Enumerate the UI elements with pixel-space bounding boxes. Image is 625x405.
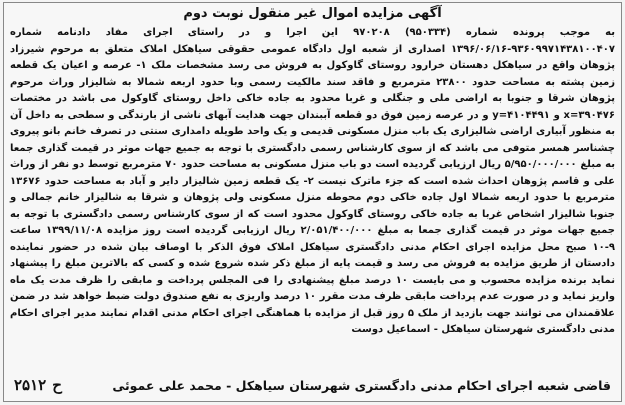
code-prefix: ح	[52, 376, 62, 394]
signer-line: قاضی شعبه اجرای احکام مدنی دادگستری شهرستان سیاهکل - محمد علی عموئی	[112, 377, 611, 393]
notice-title: آگهی مزایده اموال غیر منقول نوبت دوم	[183, 6, 442, 21]
notice-code	[14, 376, 62, 394]
auction-notice	[3, 2, 622, 402]
notice-body: به موجب پرونده شماره (۹۵۰۳۳۴) ۹۷۰۲۰۸ این اجرا و در راستای اجرای مفاد دادنامه شماره ۹۳۶۰۹۹۷۱۴۳۸۱۰۰۴۰۷-۱۳۹۶/۰۶/۱۶ اصداری از شعبه اول دادگاه عمومی حقوقی سیاهکل املاک متعلق به مرحوم شیرزاد پژوهان واقع در سیاهکل دهستان خرارود روستای گاوکول به فروش می رسد مشخصات ملک ۱- عرصه و اعیان یک قطعه زمین پشته به مساحت حدود ۲۳۸۰۰ مترمربع و فاقد سند مالکیت رسمی وبا حدود اربعه شمالا به شالیزار وراث مرحوم پژوهان شرقا و جنوبا به اراضی ملی و جنگلی و غربا محدود به جاده خاکی داخل روستای گاوکول می باشد در مختصات x=۳۹۰۴۷۶ و y=۴۱۰۴۴۹۱ و در عرصه زمین فوق دو قطعه آببندان جهت هدایت آبهای ناشی از بارندگی و سطحی به داخل آن به منظور آبیاری اراضی شالیزاری یک باب منزل مسکونی قدیمی و یک واحد طویله دامداری سنتی در تصرف خانم بانو پیروی چشناسر همسر متوفی می باشد که از سوی کارشناس رسمی دادگستری با توجه به جمیع جهات موثر در قیمت گذاری جمعا به مبلغ ۵/۹۵۰/۰۰۰/۰۰۰ ریال ارزیابی گردیده است دو باب منزل مسکونی به مساحت حدود ۷۰ مترمربع توسط دو نفر از وراث علی و قاسم پژوهان احداث شده است که جزء ماترک نیست ۲- یک قطعه زمین شالیزار دایر و آباد به مساحت حدود ۱۳۶۷۶ مترمربع با حدود اربعه شمالا اول جاده خاکی دوم محوطه منزل مسکونی ولی پژوهان و شرقا به شالیزار خانم جمالی و جنوبا شالیزار اشخاص غربا به جاده خاکی روستای گاوکول محدود است که از سوی کارشناس رسمی دادگستری با توجه به جمیع جهات موثر در قیمت گذاری جمعا به مبلغ ۲/۰۵۱/۴۰۰/۰۰۰ ریال ارزیابی گردیده است روز مزایده ۱۳۹۹/۱۱/۰۸ ساعت ۹-۱۰ صبح محل مزایده اجرای احکام مدنی دادگستری سیاهکل املاک فوق الذکر با اوصاف بیان شده در حضور نماینده دادستان از طریق مزایده به فروش می رسد و قیمت پایه از مبلغ ذکر شده شروع شده و کسی که بالاترین مبلغ را پیشنهاد نماید برنده مزایده محسوب و می بایست ۱۰ درصد مبلغ پیشنهادی را فی المجلس پرداخت و مابقی را ظرف مدت یک ماه واریز نماید و در صورت عدم پرداخت مابقی ظرف مدت مقرر ۱۰ درصد واریزی به نفع صندوق دولت ضبط خواهد شد در ضمن علاقمندان می توانند جهت بازدید از ملک ۵ روز قبل از مزایده با هماهنگی اجرای احکام مدنی اقدام نمایند مدیر اجرای احکام مدنی دادگستری شهرستان سیاهکل - اسماعیل دوست	[10, 27, 615, 335]
footer	[4, 371, 621, 399]
code-number: ۲۵۱۲	[14, 376, 47, 394]
